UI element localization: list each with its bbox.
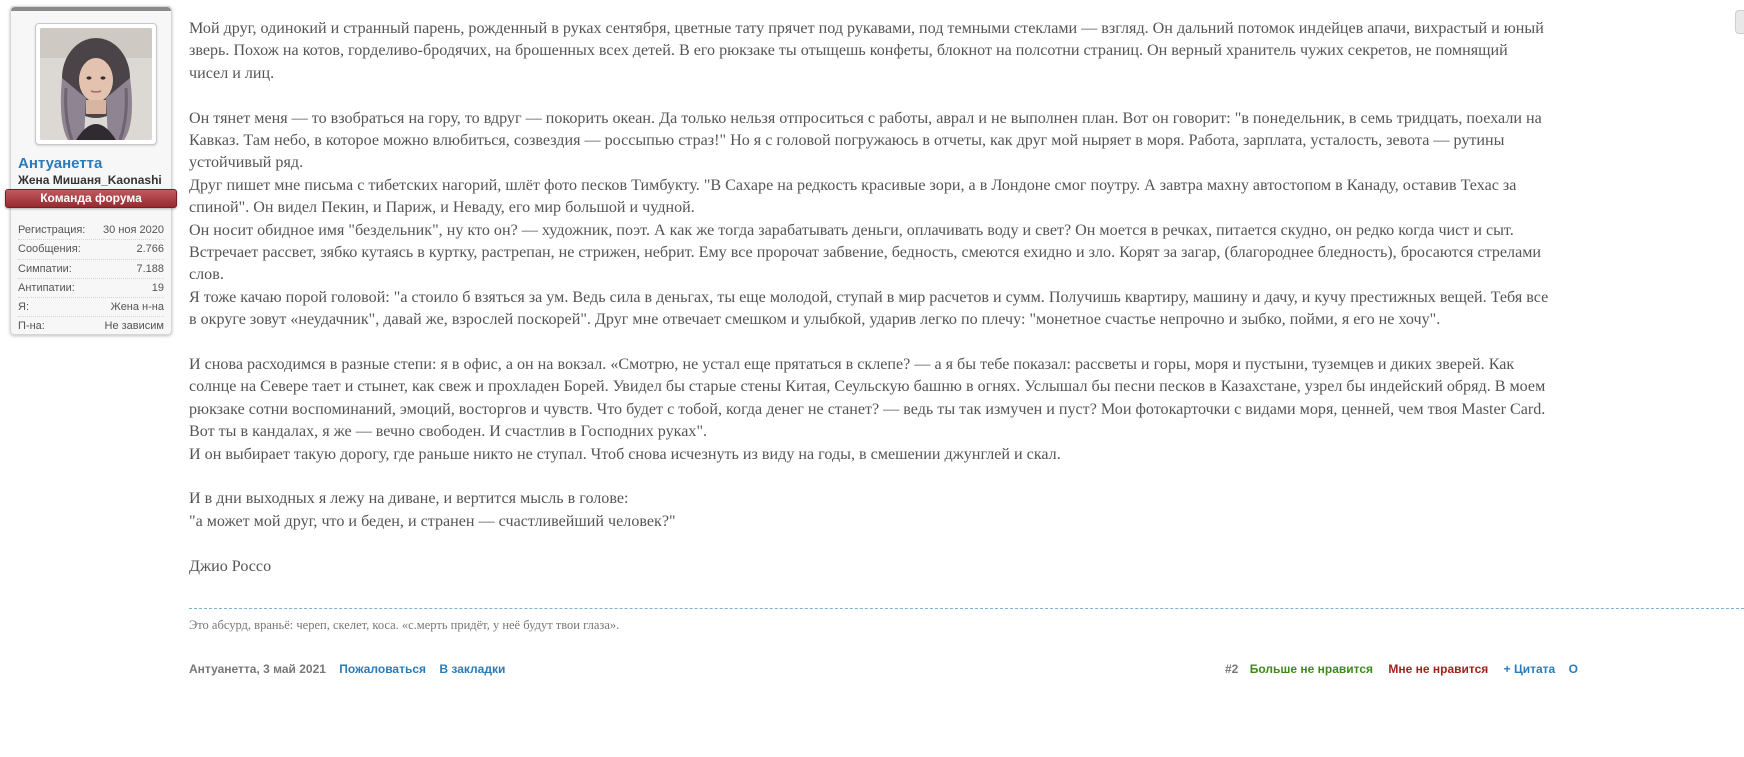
scroll-to-top-button[interactable] [1735, 10, 1744, 34]
user-title: Жена Мишаня_Kaonashi [18, 173, 162, 187]
post-paragraph: Мой друг, одинокий и странный парень, рожденный в руках сентября, цветные тату прячет под рукавами, под темными стеклами — взгляд. Он дальний потомок индейцев апачи, вихрастый и юный зверь. Похож на котов, горделиво-бродячих, на брошенных всех детей. В его рюкзаке ты отыщешь конфеты, блокнот на полсотни страниц. Он верный хранитель чужих секретов, не помнящий чисел и лиц. [189, 20, 1544, 82]
avatar-frame[interactable] [35, 23, 157, 145]
username-link[interactable]: Антуанетта [18, 155, 103, 172]
stat-value: 30 ноя 2020 [103, 224, 164, 236]
stat-me [18, 298, 164, 317]
bookmark-link[interactable]: В закладки [439, 662, 506, 676]
stat-registration [18, 221, 164, 240]
unlike-button[interactable]: Больше не нравится [1249, 662, 1374, 676]
user-signature: Это абсурд, враньё: череп, скелет, коса. «с.мерть придёт, у неё будут твои глаза». [189, 618, 620, 632]
stat-likes [18, 260, 164, 279]
stat-label: П-на: [18, 320, 45, 333]
stat-messages [18, 240, 164, 259]
staff-banner: Команда форума [5, 189, 177, 208]
quote-button[interactable]: + Цитата [1503, 662, 1556, 676]
post-poem-author: Джио Россо [189, 557, 272, 575]
stat-value: Не зависим [104, 320, 164, 333]
post-body [189, 18, 1549, 578]
avatar[interactable] [40, 28, 152, 140]
post-paragraph: И в дни выходных я лежу на диване, и вертится мысль в голове: [189, 490, 629, 508]
post-paragraph: И снова расходимся в разные степи: я в офис, а он на вокзал. «Смотрю, не устал еще прятаться в склепе? — а я бы тебе показал: рассветы и горы, моря и пустыни, туземцев и диких зверей. Как солнце на Севере тает и стынет, как свеж и прохладен Борей. Увидел бы старые стены Китая, Сеульскую башню в огнях. Услышал бы песни песков в Казахстане, узрел бы индейский обряд. В моем рюкзаке сотни воспоминаний, эмоций, восторгов и чувств. Что будет с тобой, когда денег не станет? — ведь ты так измучен и пуст? Мои фотокарточки с видами моря, ценней, чем твоя Master Card. Вот ты в кандалах, я же — вечно свободен. И счастлив в Господних руках". [189, 356, 1546, 441]
post-number-link[interactable]: #2 [1225, 662, 1239, 676]
post-paragraph: "а может мой друг, что и беден, и странен — счастливейший человек?" [189, 512, 676, 530]
stat-dislikes [18, 279, 164, 298]
reply-button[interactable]: О [1568, 662, 1578, 676]
dislike-button[interactable]: Мне не нравится [1388, 662, 1489, 676]
post-paragraph: И он выбирает такую дорогу, где раньше никто не ступал. Чтоб снова исчезнуть из виду на годы, в смешении джунглей и скал. [189, 445, 1061, 463]
post-author-date[interactable]: Антуанетта, 3 май 2021 [189, 662, 326, 676]
stat-label: Сообщения: [18, 243, 81, 256]
stat-partner [18, 317, 164, 335]
stat-value: Жена н-на [110, 301, 164, 314]
report-link[interactable]: Пожаловаться [339, 662, 427, 676]
post-paragraph: Он носит обидное имя "бездельник", ну кто он? — художник, поэт. А как же тогда зарабатывать деньги, оплачивать воду и свет? Он моется в речках, питается скудно, он редко когда чист и сыт. Встречает рассвет, зябко кутаясь в куртку, растрепан, не стрижен, небрит. Ему все пророчат забвение, бедность, смеются ехидно и зло. Корят за загар, (благороднее бледность), бросаются стрелами слов. [189, 221, 1542, 284]
post-paragraph: Он тянет меня — то взобраться на гору, то вдруг — покорить океан. Да только нельзя отпроситься с работы, аврал и не выполнен план. Вот он говорит: "в понедельник, в семь тридцать, поехали на Кавказ. Там небо, в которое можно влюбиться, созвездия — россыпью страз!" Но я с головой погружаюсь в отчеты, как друг мой ныряет в моря. Работа, зарплата, усталость, зевота — рутины устойчивый ряд. [189, 109, 1542, 172]
post-paragraph: Друг пишет мне письма с тибетских нагорий, шлёт фото песков Тимбукту. "В Сахаре на редкость красивые зори, а в Лондоне смог поутру. А завтра махну автостопом в Канаду, оставив Техас за спиной". Он видел Пекин, и Париж, и Неваду, его мир большой и чудной. [189, 176, 1517, 217]
stat-value: 7.188 [136, 262, 164, 275]
stat-value: 19 [151, 281, 164, 294]
post-footer-left [189, 662, 505, 676]
signature-divider [189, 608, 1744, 609]
stat-label: Симпатии: [18, 262, 72, 275]
stat-label: Я: [18, 301, 29, 314]
stat-value[interactable]: 2.766 [136, 243, 164, 256]
user-card [10, 6, 172, 335]
stat-label: Регистрация: [18, 224, 86, 236]
stat-label: Антипатии: [18, 281, 75, 294]
user-stats [18, 221, 164, 336]
user-card-topbar [11, 7, 171, 11]
post-paragraph: Я тоже качаю порой головой: "а стоило б взяться за ум. Ведь сила в деньгах, ты еще молодой, ступай в мир расчетов и сумм. Получишь квартиру, машину и дачу, и кучу престижных вещей. Тебя все в округе зовут «неудачник", давай же, взрослей поскорей". Друг мне отвечает смешком и улыбкой, ударив легко по плечу: "монетное счастье непрочно и зыбко, пойми, я его не хочу". [189, 288, 1549, 329]
post-footer-right [1225, 662, 1578, 676]
